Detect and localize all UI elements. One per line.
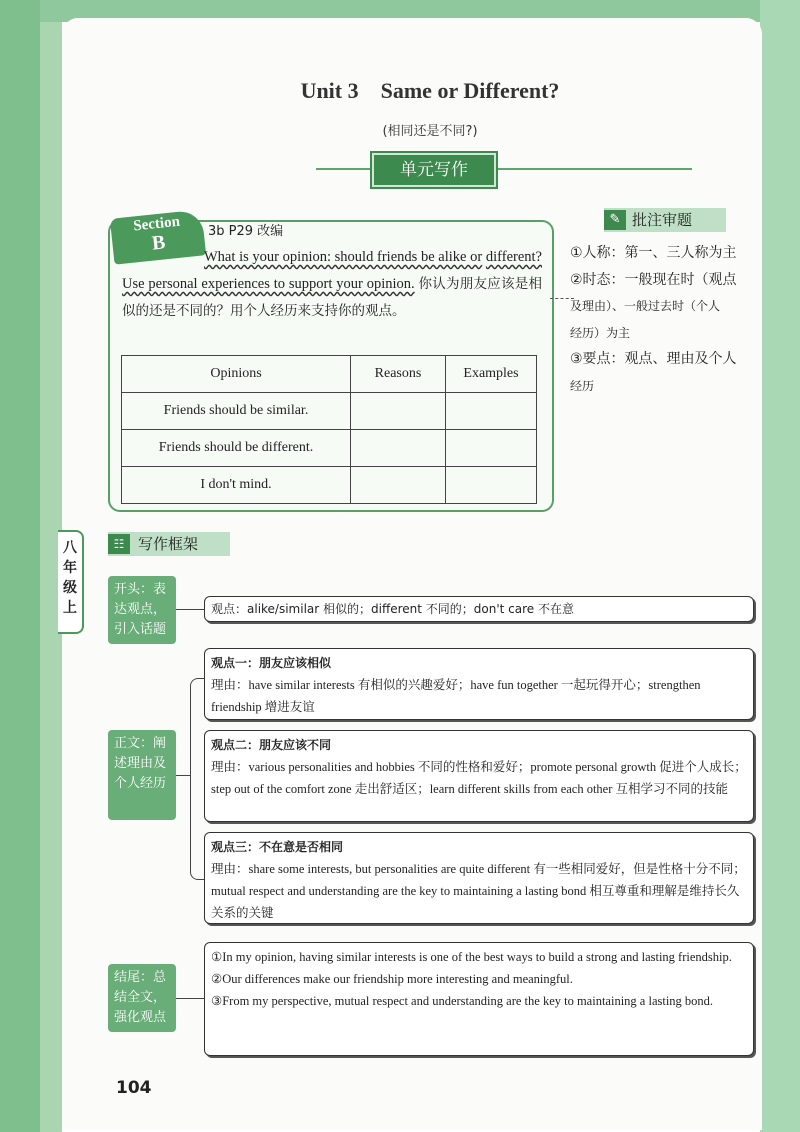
- framework-icon: ☷: [108, 534, 130, 554]
- table-cell: Friends should be similar.: [122, 393, 351, 430]
- annotation-line: 经历: [570, 378, 595, 393]
- section-tag-label: Section: [132, 213, 181, 235]
- table-row: [122, 430, 537, 467]
- section-source: 3b P29 改编: [208, 224, 284, 239]
- table-row: [122, 467, 537, 504]
- annotation-line: 经历）为主: [570, 325, 631, 340]
- table-cell: [351, 467, 446, 504]
- table-header: Reasons: [351, 356, 446, 393]
- ending-sentence: ③From my perspective, mutual respect and understanding are the key to maintaining a lasting bond.: [211, 994, 714, 1008]
- body-connector: [176, 775, 190, 776]
- point3-box: [204, 832, 754, 924]
- unit-title: Unit 3 Same or Different?: [300, 78, 560, 103]
- prompt-en-line2: different? Use personal experiences to support your opinion.: [122, 249, 542, 292]
- edit-icon: ✎: [604, 210, 626, 230]
- table-cell: [351, 393, 446, 430]
- opening-content: 观点：alike/similar 相似的；different 不同的；don't care 不在意: [211, 602, 574, 616]
- banner-line-right: [496, 168, 692, 170]
- point3-title: 观点三：不在意是否相同: [211, 840, 344, 854]
- ending-sentence: ②Our differences make our friendship more interesting and meaningful.: [211, 972, 573, 986]
- ending-connector: [176, 998, 204, 999]
- section-tag-letter: B: [150, 231, 167, 255]
- table-row: [122, 393, 537, 430]
- point1-box: [204, 648, 754, 720]
- table-cell: [446, 430, 537, 467]
- annotation-line: ③要点：观点、理由及个人: [570, 351, 737, 367]
- table-cell: [446, 467, 537, 504]
- body-bracket: [190, 678, 205, 880]
- point2-reason: 理由：various personalities and hobbies 不同的性格和爱好；promote personal growth 促进个人成长；step out of the comfort zone 走出舒适区；learn different skills from each other 互相学习不同的技能: [211, 760, 747, 796]
- table-cell: Friends should be different.: [122, 430, 351, 467]
- ending-label: 结尾：总结全文，强化观点: [108, 964, 176, 1032]
- opening-connector: [176, 609, 204, 610]
- prompt-en-line1: What is your opinion: should friends be alike or: [204, 249, 483, 265]
- prompt-cn-rest: 为朋友应该是相似的还是不同的？用个人经历来支持你的观点。: [122, 276, 543, 319]
- unit-subtitle: (相同还是不同?): [382, 124, 478, 139]
- point2-title: 观点二：朋友应该不同: [211, 738, 332, 752]
- ending-sentence: ①In my opinion, having similar interests is one of the best ways to build a strong and lasting friendship.: [211, 950, 732, 964]
- annotation-line: ②时态：一般现在时（观点: [570, 271, 737, 288]
- point1-title: 观点一：朋友应该相似: [211, 656, 332, 670]
- page-edge-right: [760, 0, 800, 1132]
- grade-tab: 八年级上: [58, 530, 84, 634]
- annotation-line: ①人称：第一、三人称为主: [570, 245, 737, 261]
- writing-banner: 单元写作: [372, 153, 496, 187]
- point1-reason: 理由：have similar interests 有相似的兴趣爱好；have fun together 一起玩得开心；strengthen friendship 增进友谊: [211, 678, 701, 714]
- prompt-cn-inline: 你认: [418, 276, 447, 292]
- table-cell: [446, 393, 537, 430]
- opinions-table: [121, 355, 537, 504]
- annotation-heading-text: 批注审题: [632, 211, 693, 229]
- point2-box: [204, 730, 754, 822]
- framework-heading-text: 写作框架: [138, 535, 199, 553]
- table-cell: I don't mind.: [122, 467, 351, 504]
- opening-box: [204, 596, 754, 622]
- annotation-notes: [570, 240, 760, 399]
- table-header-row: [122, 356, 537, 393]
- page-number: 104: [116, 1078, 152, 1098]
- body-label: 正文：阐述理由及个人经历: [108, 730, 176, 820]
- point3-reason: 理由：share some interests, but personalities are quite different 有一些相同爱好，但是性格十分不同；mutual respect and understanding are the key to maintaining a lasting bond 相互尊重和理解是维持长久关系的关键: [211, 862, 746, 920]
- writing-prompt: [122, 244, 542, 325]
- table-cell: [351, 430, 446, 467]
- annotation-line: 及理由）、一般过去时（个人: [570, 299, 721, 313]
- opening-label: 开头：表达观点，引入话题: [108, 576, 176, 644]
- banner-line-left: [316, 168, 372, 170]
- table-header: Opinions: [122, 356, 351, 393]
- ending-box: [204, 942, 754, 1056]
- table-header: Examples: [446, 356, 537, 393]
